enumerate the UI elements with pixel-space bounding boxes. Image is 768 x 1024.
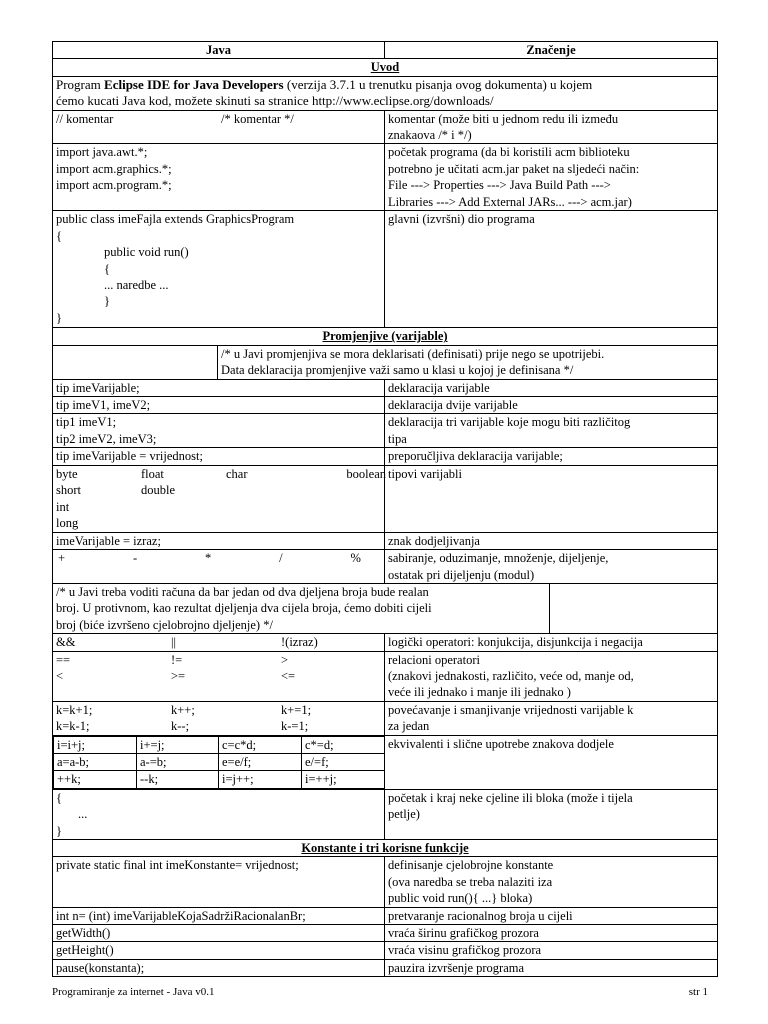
meaning-line: tipa bbox=[388, 431, 407, 446]
assign-expr: i=++j; bbox=[302, 771, 385, 788]
meaning-line: početak i kraj neke cjeline ili bloka (može i tijela bbox=[388, 790, 633, 805]
meaning-line: početak programa (da bi koristili acm biblioteku bbox=[388, 145, 630, 160]
block-content: ... bbox=[78, 807, 88, 822]
type-int: int bbox=[56, 499, 70, 514]
java-code-line: { bbox=[104, 261, 110, 276]
variable-note-line: /* u Javi promjenjiva se mora deklarisati (definisati) prije nego se upotrijebi. bbox=[221, 346, 605, 361]
type-float: float bbox=[141, 466, 164, 481]
meaning-cell: preporučljiva deklaracija varijable; bbox=[385, 448, 718, 465]
page-number: str 1 bbox=[688, 986, 708, 998]
meaning-line: Libraries ---> Add External JARs... ---> acm.jar) bbox=[388, 194, 632, 209]
java-code-line: ... naredbe ... bbox=[104, 278, 169, 293]
assign-expr: c=c*d; bbox=[219, 736, 302, 753]
decrement-expr: k--; bbox=[171, 719, 190, 734]
java-code-line: tip2 imeV2, imeV3; bbox=[56, 431, 157, 446]
increment-expr: k+=1; bbox=[281, 702, 312, 717]
division-note-line: broj. U protivnom, kao rezultat djeljenja dva cijela broja, ćemo dobiti cijeli bbox=[56, 601, 432, 616]
java-code-cell: imeVarijable = izraz; bbox=[53, 532, 385, 549]
assign-expr: i=j++; bbox=[219, 771, 302, 788]
java-code-cell: getWidth() bbox=[53, 925, 385, 942]
section-uvod-row bbox=[53, 59, 718, 76]
decrement-expr: k=k-1; bbox=[56, 719, 90, 734]
intro-prefix: Program bbox=[56, 76, 105, 92]
section-uvod-title: Uvod bbox=[370, 60, 400, 75]
meaning-line: znakaova /* i */) bbox=[388, 128, 472, 143]
table-row bbox=[53, 701, 718, 735]
meaning-cell: logički operatori: konjukcija, disjunkcija i negacija bbox=[385, 634, 718, 651]
type-byte: byte bbox=[56, 466, 78, 481]
assign-expr: e/=f; bbox=[302, 753, 385, 770]
table-row bbox=[53, 465, 718, 532]
meaning-line: potrebno je učitati acm.jar paket na sljedeći način: bbox=[388, 161, 640, 176]
assign-expr: c*=d; bbox=[302, 736, 385, 753]
table-row bbox=[53, 907, 718, 924]
meaning-cell: vraća širinu grafičkog prozora bbox=[385, 925, 718, 942]
division-note-line: /* u Javi treba voditi računa da bar jedan od dva djeljena broja bude realan bbox=[56, 584, 429, 599]
table-row bbox=[53, 651, 718, 701]
operator-or: || bbox=[171, 635, 177, 650]
java-code-line: import acm.program.*; bbox=[56, 178, 172, 193]
java-code-line: public class imeFajla extends GraphicsProgram bbox=[56, 212, 295, 227]
operator-modulo: % bbox=[350, 551, 361, 566]
table-row bbox=[53, 397, 718, 414]
meaning-cell: pretvaranje racionalnog broja u cijeli bbox=[385, 907, 718, 924]
meaning-cell: pauzira izvršenje programa bbox=[385, 959, 718, 976]
block-open: { bbox=[56, 790, 62, 805]
type-double: double bbox=[141, 483, 176, 498]
assign-expr: i=i+j; bbox=[54, 736, 137, 753]
table-row bbox=[53, 110, 718, 144]
intro-eclipse-name: Eclipse IDE for Java Developers bbox=[104, 76, 284, 92]
java-code-line: import java.awt.*; bbox=[56, 145, 148, 160]
java-code-line: import acm.graphics.*; bbox=[56, 161, 172, 176]
intro-text bbox=[53, 76, 718, 110]
meaning-line: (znakovi jednakosti, različito, veće od, manje od, bbox=[388, 668, 634, 683]
assign-expr: e=e/f; bbox=[219, 753, 302, 770]
table-row bbox=[53, 211, 718, 328]
java-code-cell: tip imeV1, imeV2; bbox=[53, 397, 385, 414]
table-row bbox=[53, 144, 718, 211]
increment-expr: k++; bbox=[171, 702, 195, 717]
intro-suffix: (verzija 3.7.1 u trenutku pisanja ovog dokumenta) u kojem bbox=[283, 76, 593, 92]
java-code-cell: private static final int imeKonstante= vrijednost; bbox=[53, 857, 385, 907]
meaning-line: petlje) bbox=[388, 807, 420, 822]
java-code-cell: getHeight() bbox=[53, 942, 385, 959]
java-code-cell: tip imeVarijable = vrijednost; bbox=[53, 448, 385, 465]
table-row bbox=[53, 532, 718, 549]
meaning-cell: glavni (izvršni) dio programa bbox=[385, 211, 718, 328]
table-row bbox=[53, 379, 718, 396]
type-long: long bbox=[56, 515, 79, 530]
section-promjenjive-title: Promjenjive (varijable) bbox=[322, 329, 448, 344]
meaning-cell: znak dodjeljivanja bbox=[385, 532, 718, 549]
intro-download-line: ćemo kucati Java kod, možete skinuti sa stranice http://www.eclipse.org/downloads/ bbox=[56, 93, 494, 109]
java-code-line: { bbox=[56, 228, 62, 243]
footer-title: Programiranje za internet - Java v0.1 bbox=[52, 986, 215, 998]
assignment-equivalents-grid bbox=[53, 736, 384, 789]
operator-and: && bbox=[56, 635, 76, 650]
meaning-line: za jedan bbox=[388, 719, 430, 734]
meaning-cell: deklaracija dvije varijable bbox=[385, 397, 718, 414]
meaning-line: (ova naredba se treba nalaziti iza bbox=[388, 874, 553, 889]
decrement-expr: k-=1; bbox=[281, 719, 309, 734]
table-row bbox=[53, 448, 718, 465]
java-code-line: public void run() bbox=[104, 245, 189, 260]
section-konstante-row bbox=[53, 840, 718, 857]
meaning-line: File ---> Properties ---> Java Build Path ---> bbox=[388, 178, 611, 193]
java-code-line: } bbox=[104, 294, 110, 309]
operator-not: !(izraz) bbox=[281, 635, 318, 650]
table-row bbox=[53, 634, 718, 651]
meaning-line: public void run(){ ...} bloka) bbox=[388, 891, 533, 906]
operator-less: < bbox=[56, 668, 64, 683]
table-row bbox=[53, 414, 718, 448]
type-short: short bbox=[56, 483, 81, 498]
java-code-cell: pause(konstanta); bbox=[53, 959, 385, 976]
table-row bbox=[53, 550, 718, 584]
assign-expr: a=a-b; bbox=[54, 753, 137, 770]
division-note-line: broj (biće izvršeno cjelobrojno djeljenje) */ bbox=[56, 617, 273, 632]
header-znacenje: Značenje bbox=[385, 42, 718, 59]
operator-greater: > bbox=[281, 652, 289, 667]
meaning-line: deklaracija tri varijable koje mogu biti različitog bbox=[388, 415, 631, 430]
operator-equal: == bbox=[56, 652, 71, 667]
variable-note-line: Data deklaracija promjenjive važi samo u klasi u kojoj je definisana */ bbox=[221, 363, 574, 378]
java-code-cell: int n= (int) imeVarijableKojaSadržiRacionalanBr; bbox=[53, 907, 385, 924]
operator-plus: + bbox=[58, 551, 66, 566]
meaning-cell: ekvivalenti i slične upotrebe znakova dodjele bbox=[385, 735, 718, 789]
table-row bbox=[53, 959, 718, 976]
table-header-row bbox=[53, 42, 718, 59]
table-row bbox=[53, 857, 718, 907]
meaning-line: povećavanje i smanjivanje vrijednosti varijable k bbox=[388, 702, 634, 717]
assign-expr: a-=b; bbox=[137, 753, 219, 770]
assign-expr: i+=j; bbox=[137, 736, 219, 753]
type-boolean: boolean bbox=[346, 466, 386, 481]
java-code-line: tip1 imeV1; bbox=[56, 415, 117, 430]
operator-divide: / bbox=[279, 551, 283, 566]
table-row bbox=[53, 735, 718, 789]
operator-not-equal: != bbox=[171, 652, 183, 667]
table-row bbox=[53, 789, 718, 839]
meaning-cell: deklaracija varijable bbox=[385, 379, 718, 396]
java-code-cell: tip imeVarijable; bbox=[53, 379, 385, 396]
assign-expr: --k; bbox=[137, 771, 219, 788]
java-reference-table bbox=[52, 41, 718, 977]
table-row bbox=[53, 345, 718, 379]
operator-greater-equal: >= bbox=[171, 668, 186, 683]
section-konstante-title: Konstante i tri korisne funkcije bbox=[301, 841, 469, 855]
table-row bbox=[53, 583, 718, 633]
header-java: Java bbox=[53, 42, 385, 59]
meaning-line: veće ili jednako i manje ili jednako ) bbox=[388, 685, 571, 700]
java-comment-line: // komentar bbox=[56, 111, 114, 126]
meaning-cell: tipovi varijabli bbox=[385, 465, 718, 532]
operator-multiply: * bbox=[205, 551, 212, 566]
table-row bbox=[53, 925, 718, 942]
section-promjenjive-row bbox=[53, 328, 718, 345]
table-row bbox=[53, 942, 718, 959]
meaning-line: sabiranje, oduzimanje, množenje, dijeljenje, bbox=[388, 551, 609, 566]
meaning-cell: vraća visinu grafičkog prozora bbox=[385, 942, 718, 959]
increment-expr: k=k+1; bbox=[56, 702, 93, 717]
operator-less-equal: <= bbox=[281, 668, 296, 683]
assign-expr: ++k; bbox=[54, 771, 137, 788]
operator-minus: - bbox=[132, 551, 138, 566]
type-char: char bbox=[226, 466, 248, 481]
java-code-line: } bbox=[56, 310, 62, 325]
meaning-line: komentar (može biti u jednom redu ili između bbox=[388, 111, 619, 126]
intro-row bbox=[53, 76, 718, 110]
meaning-line: relacioni operatori bbox=[388, 652, 480, 667]
block-close: } bbox=[56, 823, 62, 838]
meaning-line: definisanje cjelobrojne konstante bbox=[388, 858, 554, 873]
java-comment-block: /* komentar */ bbox=[221, 111, 294, 126]
meaning-line: ostatak pri dijeljenju (modul) bbox=[388, 567, 535, 582]
